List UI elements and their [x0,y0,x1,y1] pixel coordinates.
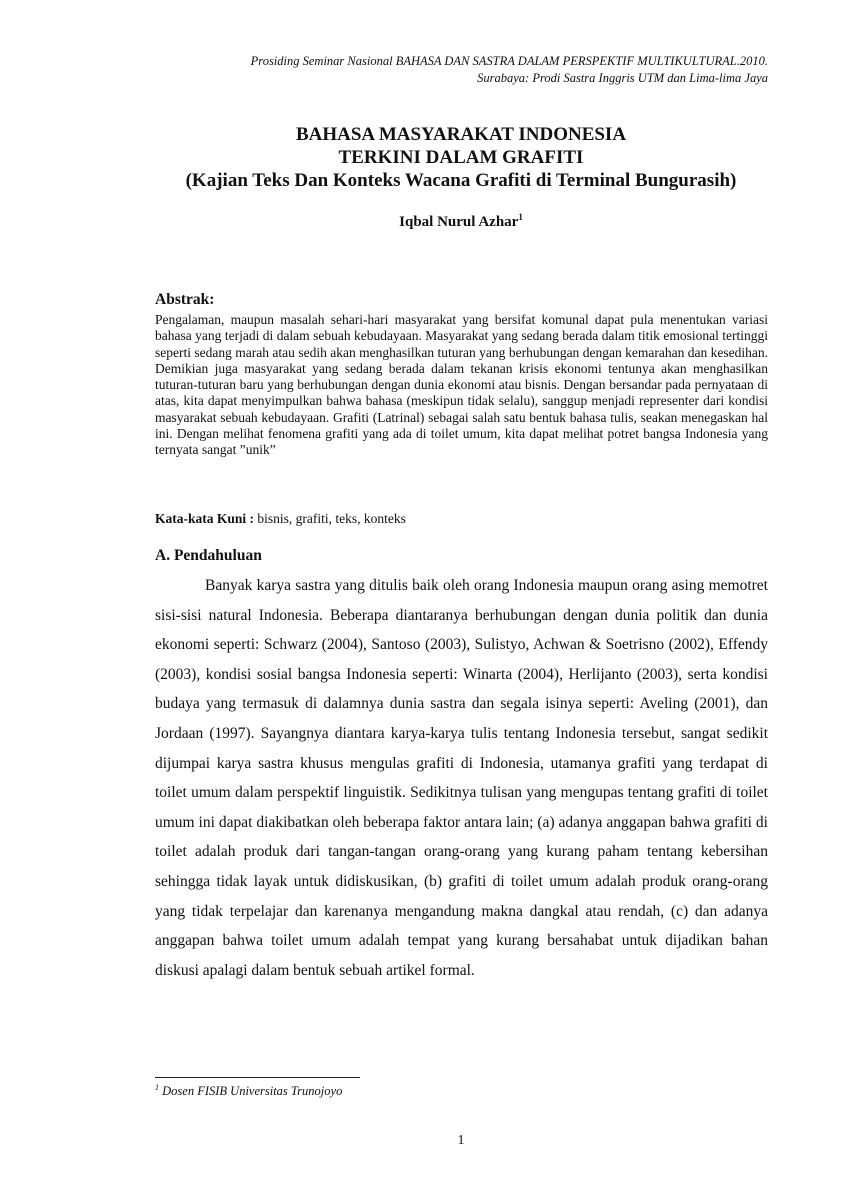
author-footnote-mark: 1 [518,212,523,222]
header-line-2: Surabaya: Prodi Sastra Inggris UTM dan Lima-lima Jaya [477,71,768,85]
keywords-line [155,511,768,527]
body-paragraph: Banyak karya sastra yang ditulis baik oleh orang Indonesia maupun orang asing memotret sisi-sisi natural Indonesia. Beberapa diantaranya berhubungan dengan dunia politik dan dunia ekonomi seperti: Schwarz (2004), Santoso (2003), Sulistyo, Achwan & Soetrisno (2002), Effendy (2003), kondisi sosial bangsa Indonesia seperti: Winarta (2004), Herlijanto (2003), serta kondisi budaya yang termasuk di dalamnya dunia sastra dan segala isinya seperti: Aveling (2001), dan Jordaan (1997). Sayangnya diantara karya-karya tulis tentang Indonesia tersebut, sangat sedikit dijumpai karya sastra khusus mengulas grafiti di Indonesia, utamanya grafiti yang terdapat di toilet umum dalam perspektif linguistik. Sedikitnya tulisan yang mengupas tentang grafiti di toilet umum ini dapat diakibatkan oleh beberapa faktor antara lain; (a) adanya anggapan bahwa grafiti di toilet adalah produk dari tangan-tangan orang-orang yang kurang paham tentang kebersihan sehingga tidak layak untuk didiskusikan, (b) grafiti di toilet umum adalah produk orang-orang yang tidak terpelajar dan karenanya mengandung makna dangkal atau rendah, (c) dan adanya anggapan bahwa toilet umum adalah tempat yang kurang bersahabat untuk dijadikan bahan diskusi apalagi dalam bentuk sebuah artikel formal. [155,577,768,979]
header-line-1: Prosiding Seminar Nasional BAHASA DAN SASTRA DALAM PERSPEKTIF MULTIKULTURAL.2010. [250,54,768,68]
footnote-divider [155,1077,360,1078]
title-line-2: TERKINI DALAM GRAFITI [338,147,584,168]
title-line-3: (Kajian Teks Dan Konteks Wacana Grafiti di Terminal Bungurasih) [185,170,737,191]
author-line [0,212,850,231]
footnote [155,1083,342,1099]
keywords-label: Kata-kata Kuni : [155,511,255,526]
page-number: 1 [457,1133,465,1148]
abstract-text: Pengalaman, maupun masalah sehari-hari masyarakat yang bersifat komunal dapat pula menentukan variasi bahasa yang terjadi di dalam sebuah kebudayaan. Masyarakat yang sedang berada dalam titik emosional tertinggi seperti sedang marah atau sedih akan menghasilkan tuturan yang berhubungan dengan kemarahan dan kesedihan. Demikian juga masyarakat yang sedang berada dalam tekanan krisis ekonomi tentunya akan menghasilkan tuturan-tuturan baru yang berhubungan dengan dunia ekonomi atau bisnis. Dengan bersandar pada pernyataan di atas, kita dapat menyimpulkan bahwa bahasa (meskipun tidak selalu), sanggup menjadi representer dari kondisi masyarakat sebuah kebudayaan. Grafiti (Latrinal) sebagai salah satu bentuk bahasa tulis, seakan menegaskan hal ini. Dengan melihat fenomena grafiti yang ada di toilet umum, kita dapat melihat potret bangsa Indonesia yang ternyata sangat ”unik” [155,312,768,458]
title-line-1: BAHASA MASYARAKAT INDONESIA [295,124,627,145]
abstract-heading: Abstrak: [155,291,215,308]
footnote-text: Dosen FISIB Universitas Trunojoyo [159,1084,343,1099]
paper-title [0,123,850,192]
section-heading: A. Pendahuluan [155,547,262,564]
keywords-value: bisnis, grafiti, teks, konteks [254,511,406,526]
running-header [128,53,768,87]
author-name: Iqbal Nurul Azhar [399,214,519,230]
footnote-mark: 1 [155,1083,159,1092]
